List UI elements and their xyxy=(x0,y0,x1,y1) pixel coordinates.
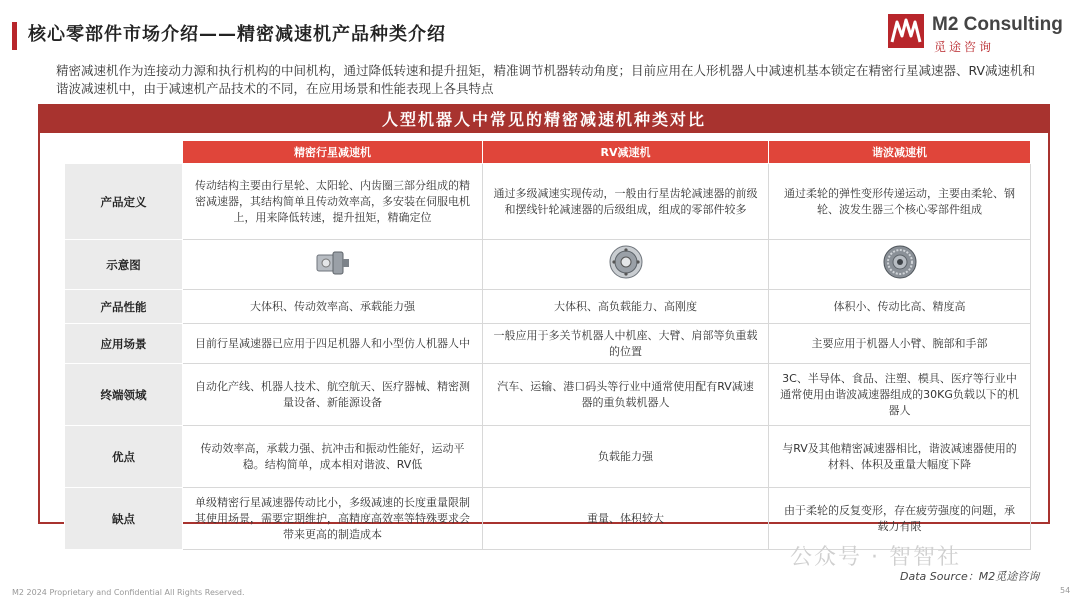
table-header-row xyxy=(65,141,1031,164)
table-cell: 主要应用于机器人小臂、腕部和手部 xyxy=(769,324,1031,364)
table-cell: 单级精密行星减速器传动比小，多级减速的长度重量限制其使用场景，需要定期维护，高精度高效率等特殊要求会带来更高的制造成本 xyxy=(183,488,483,550)
table-cell: 负载能力强 xyxy=(483,426,769,488)
table-cell: 由于柔轮的反复变形，存在疲劳强度的问题，承载力有限 xyxy=(769,488,1031,550)
column-header-harmonic: 谐波减速机 xyxy=(769,141,1031,164)
logo-english-name: M2 Consulting xyxy=(932,14,1063,35)
reducer-comparison-table xyxy=(64,140,1031,550)
header-blank-cell xyxy=(65,141,183,164)
table-cell: 传动效率高，承载力强、抗冲击和振动性能好，运动平稳。结构简单，成本相对谐波、RV低 xyxy=(183,426,483,488)
table-row-terminal xyxy=(65,364,1031,426)
wechat-watermark: 公众号 · 智智社 xyxy=(790,545,961,570)
table-title: 人型机器人中常见的精密减速机种类对比 xyxy=(40,106,1048,133)
comparison-panel xyxy=(38,104,1050,541)
title-accent-bar xyxy=(12,22,17,50)
table-row-performance xyxy=(65,290,1031,324)
page-number: 54 xyxy=(1060,586,1071,595)
planetary-reducer-icon xyxy=(313,245,353,279)
table-cell: 3C、半导体、食品、注塑、模具、医疗等行业中通常使用由谐波减速器组成的30KG负载以下的机器人 xyxy=(769,364,1031,426)
intro-paragraph: 精密减速机作为连接动力源和执行机构的中间机构，通过降低转速和提升扭矩，精准调节机器转动角度；目前应用在人形机器人中减速机基本锁定在精密行星减速器、RV减速机和谐波减速机中，由于减速机产品技术的不同，在应用场景和性能表现上各具特点 xyxy=(56,63,1036,96)
table-cell: 自动化产线、机器人技术、航空航天、医疗器械、精密测量设备、新能源设备 xyxy=(183,364,483,426)
table-cell: 一般应用于多关节机器人中机座、大臂、肩部等负重载的位置 xyxy=(483,324,769,364)
table-cell: 目前行星减速器已应用于四足机器人和小型仿人机器人中 xyxy=(183,324,483,364)
row-label: 优点 xyxy=(65,426,183,488)
logo-chinese-name: 觅途咨询 xyxy=(934,40,995,54)
rv-reducer-icon xyxy=(606,244,646,280)
harmonic-reducer-icon xyxy=(880,244,920,280)
row-label: 示意图 xyxy=(65,240,183,290)
table-cell: 汽车、运输、港口码头等行业中通常使用配有RV减速器的重负载机器人 xyxy=(483,364,769,426)
column-header-planetary: 精密行星减速机 xyxy=(183,141,483,164)
table-row-scenario xyxy=(65,324,1031,364)
table-cell: 重量、体积较大 xyxy=(483,488,769,550)
row-label: 应用场景 xyxy=(65,324,183,364)
table-cell: 通过柔轮的弹性变形传递运动，主要由柔轮、钢轮、波发生器三个核心零部件组成 xyxy=(769,164,1031,240)
table-row-diagram xyxy=(65,240,1031,290)
column-header-rv: RV减速机 xyxy=(483,141,769,164)
row-label: 产品性能 xyxy=(65,290,183,324)
table-row-advantages xyxy=(65,426,1031,488)
table-cell: 与RV及其他精密减速器相比，谐波减速器使用的材料、体积及重量大幅度下降 xyxy=(769,426,1031,488)
planetary-reducer-image xyxy=(183,240,483,290)
company-logo xyxy=(888,12,1068,52)
row-label: 终端领域 xyxy=(65,364,183,426)
table-cell: 体积小、传动比高、精度高 xyxy=(769,290,1031,324)
rv-reducer-image xyxy=(483,240,769,290)
table-cell: 传动结构主要由行星轮、太阳轮、内齿圈三部分组成的精密减速器，其结构简单且传动效率高，多安装在伺服电机上，用来降低转速，提升扭矩，精确定位 xyxy=(183,164,483,240)
table-cell: 大体积、高负载能力、高刚度 xyxy=(483,290,769,324)
table-row-definition xyxy=(65,164,1031,240)
table-cell: 通过多级减速实现传动，一般由行星齿轮减速器的前级和摆线针轮减速器的后级组成，组成的零部件较多 xyxy=(483,164,769,240)
page-title: 核心零部件市场介绍——精密减速机产品种类介绍 xyxy=(28,24,446,45)
table-cell: 大体积、传动效率高、承载能力强 xyxy=(183,290,483,324)
harmonic-reducer-image xyxy=(769,240,1031,290)
row-label: 产品定义 xyxy=(65,164,183,240)
data-source: Data Source：M2觅途咨询 xyxy=(900,570,1040,583)
row-label: 缺点 xyxy=(65,488,183,550)
copyright-footer: M2 2024 Proprietary and Confidential All Rights Reserved. xyxy=(12,588,245,597)
m2-logo-icon xyxy=(888,14,924,48)
